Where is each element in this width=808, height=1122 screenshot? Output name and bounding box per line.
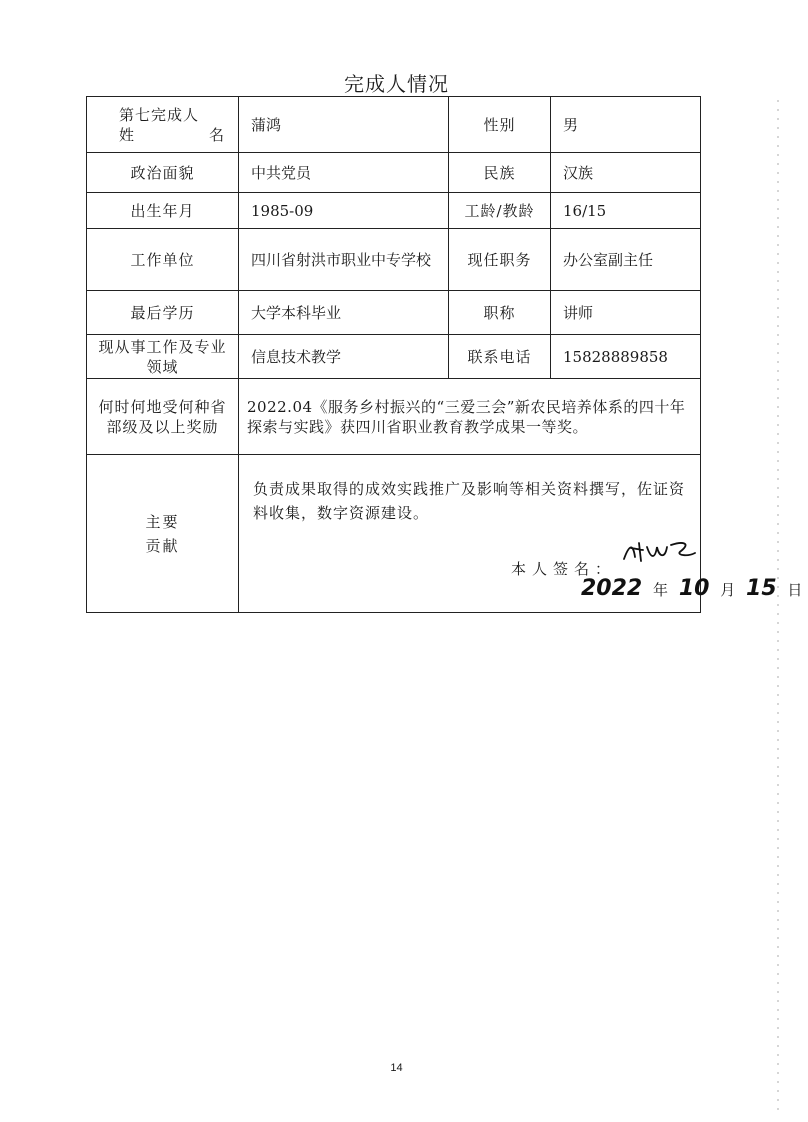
name-label-char-b: 名 (208, 125, 225, 144)
signature-label: 本人签名： (511, 560, 617, 578)
seniority-label: 工龄/教龄 (449, 193, 551, 229)
name-label-line1: 第七完成人 (119, 105, 200, 124)
date-month: 10 (678, 576, 710, 601)
table-row-contribution (87, 455, 701, 613)
award-label: 何时何地受何种省部级及以上奖励 (87, 379, 239, 455)
politics-value: 中共党员 (239, 153, 449, 193)
position-value: 办公室副主任 (551, 229, 701, 291)
birth-value: 1985-09 (239, 193, 449, 229)
table-row-education (87, 291, 701, 335)
table-row-award (87, 379, 701, 455)
contribution-text: 负责成果取得的成效实践推广及影响等相关资料撰写，佐证资料收集，数字资源建设。 (253, 480, 686, 522)
gender-value: 男 (551, 97, 701, 153)
education-value: 大学本科毕业 (239, 291, 449, 335)
employer-value: 四川省射洪市职业中专学校 (239, 229, 449, 291)
education-label: 最后学历 (87, 291, 239, 335)
employer-label: 工作单位 (87, 229, 239, 291)
date-year: 2022 (581, 576, 643, 601)
contribution-label-line1: 主要 (145, 512, 180, 531)
scan-edge-dots (777, 100, 779, 1110)
birth-label: 出生年月 (87, 193, 239, 229)
table-row-name (87, 97, 701, 153)
page-number: 14 (390, 1062, 403, 1074)
phone-label: 联系电话 (449, 335, 551, 379)
contribution-label-line2: 贡献 (145, 536, 180, 555)
seniority-value: 16/15 (551, 193, 701, 229)
table-row-politics (87, 153, 701, 193)
table-row-field (87, 335, 701, 379)
signature-date (581, 576, 808, 601)
personal-info-table (86, 96, 803, 613)
name-label (87, 97, 239, 153)
award-value: 2022.04《服务乡村振兴的“三爱三会”新农民培养体系的四十年探索与实践》获四川省职业教育教学成果一等奖。 (239, 379, 701, 455)
table-row-work (87, 229, 701, 291)
table-row-birth (87, 193, 701, 229)
date-day-unit: 日 (787, 581, 803, 599)
page-title: 完成人情况 (344, 72, 449, 96)
name-label-char-a: 姓 (119, 125, 136, 144)
contribution-cell (239, 455, 803, 613)
field-label: 现从事工作及专业领域 (87, 335, 239, 379)
politics-label: 政治面貌 (87, 153, 239, 193)
field-value: 信息技术教学 (239, 335, 449, 379)
date-year-unit: 年 (653, 581, 669, 599)
title-value: 讲师 (551, 291, 701, 335)
ethnicity-label: 民族 (449, 153, 551, 193)
name-label-line2 (119, 125, 225, 145)
handwritten-signature (621, 539, 701, 570)
title-label: 职称 (449, 291, 551, 335)
phone-value: 15828889858 (551, 335, 701, 379)
date-month-unit: 月 (720, 581, 736, 599)
position-label: 现任职务 (449, 229, 551, 291)
contribution-label (87, 455, 239, 613)
ethnicity-value: 汉族 (551, 153, 701, 193)
gender-label: 性别 (449, 97, 551, 153)
date-day: 15 (746, 576, 777, 601)
name-value: 蒲鸿 (239, 97, 449, 153)
